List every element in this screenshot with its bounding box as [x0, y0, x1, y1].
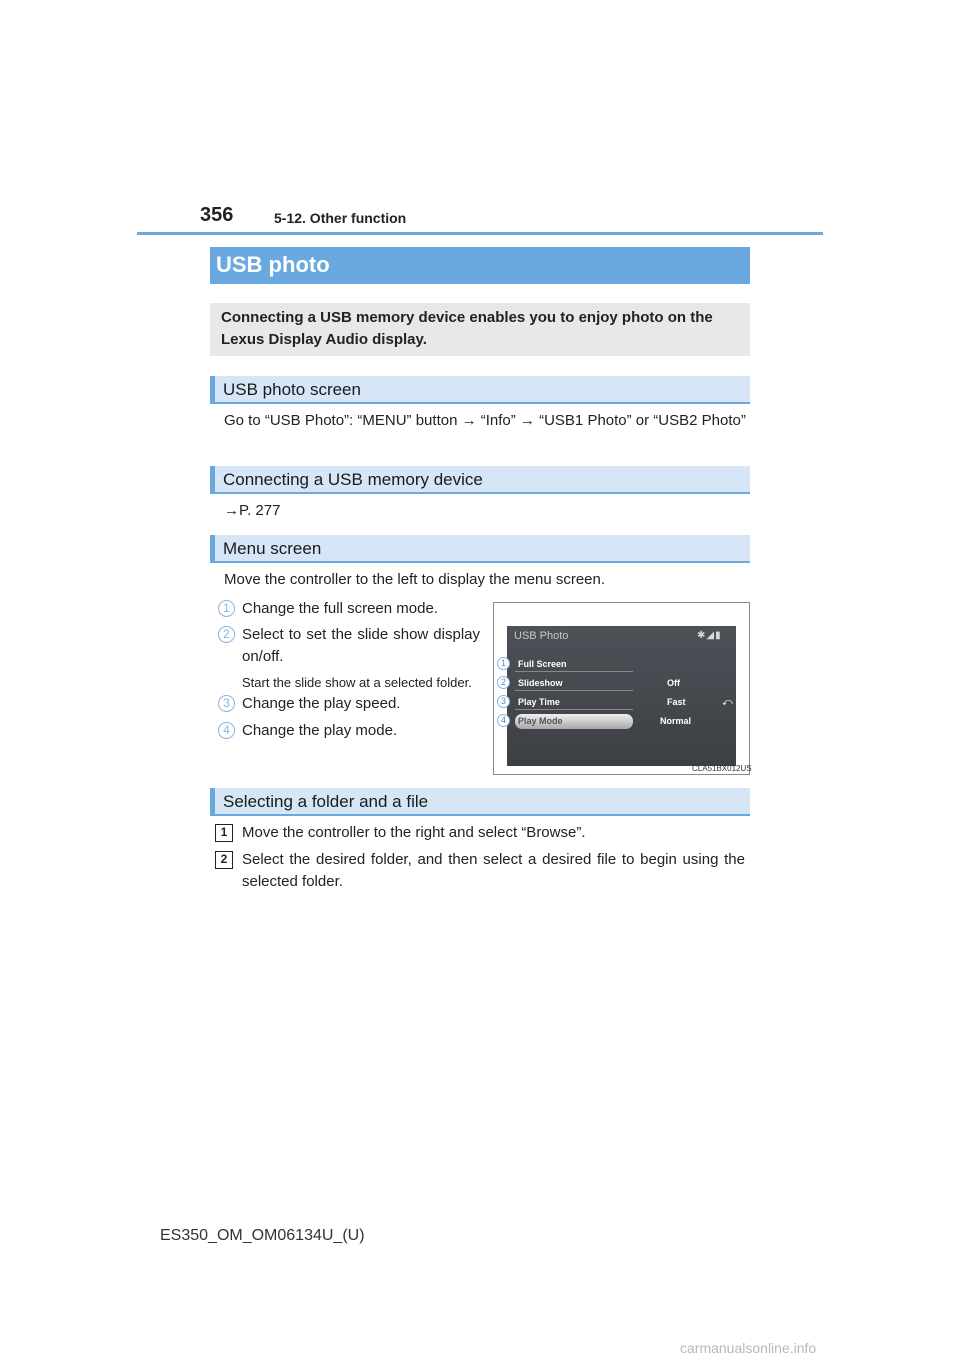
image-code: CLA51BX012US	[692, 764, 752, 773]
step-1-text: Move the controller to the right and select “Browse”.	[242, 824, 586, 841]
page-number: 356	[200, 204, 234, 226]
menu-value-play-mode: Normal	[660, 716, 692, 726]
menu-value-play-time: Fast	[667, 697, 686, 707]
step-1-badge: 1	[215, 824, 233, 842]
heading-usb-photo-screen	[210, 376, 750, 404]
menu-item-3-text: Change the play speed.	[242, 695, 401, 712]
header-rule	[137, 232, 823, 235]
menu-row-play-time: Play Time	[515, 695, 633, 710]
callout-1: 1	[218, 600, 235, 617]
heading-connecting	[210, 466, 750, 494]
page-title: USB photo	[216, 252, 330, 277]
page-reference-link[interactable]: →P. 277	[224, 502, 281, 519]
back-icon: ⤺	[722, 697, 733, 708]
heading-text: Menu screen	[223, 539, 322, 558]
menu-item-1-text: Change the full screen mode.	[242, 600, 438, 617]
section-reference: 5-12. Other function	[274, 210, 407, 226]
heading-text: USB photo screen	[223, 380, 361, 399]
menu-item-4-text: Change the play mode.	[242, 722, 398, 739]
footer-code: ES350_OM_OM06134U_(U)	[160, 1227, 365, 1244]
heading-selecting	[210, 788, 750, 816]
title-bar	[210, 247, 750, 284]
screen-title: USB Photo	[514, 630, 569, 642]
image-callout-3: 3	[497, 695, 510, 708]
callout-2: 2	[218, 626, 235, 643]
display-screen	[507, 626, 736, 766]
intro-text: Connecting a USB memory device enables you to enjoy photo on the Lexus Display Audio display.	[221, 309, 713, 348]
menu-screen-text: Move the controller to the left to display the menu screen.	[224, 571, 606, 588]
heading-text: Connecting a USB memory device	[223, 470, 483, 489]
step-2-text: Select the desired folder, and then select a desired file to begin using the selected folder.	[242, 851, 745, 890]
image-callout-4: 4	[497, 714, 510, 727]
heading-menu-screen	[210, 535, 750, 563]
menu-value-slideshow: Off	[667, 678, 680, 688]
image-callout-1: 1	[497, 657, 510, 670]
usb-photo-screen-text: Go to “USB Photo”: “MENU” button → “Info” → “USB1 Photo” or “USB2 Photo”	[224, 412, 746, 429]
intro-box	[210, 303, 750, 356]
menu-row-slideshow: Slideshow	[515, 676, 633, 691]
menu-item-2-text: Select to set the slide show display on/off.	[242, 626, 480, 665]
status-icons: ✱◢▮	[697, 630, 722, 641]
callout-3: 3	[218, 695, 235, 712]
menu-note: Start the slide show at a selected folder.	[242, 675, 472, 690]
menu-row-play-mode: Play Mode	[515, 714, 633, 729]
callout-4: 4	[218, 722, 235, 739]
screen-image	[493, 602, 750, 775]
heading-text: Selecting a folder and a file	[223, 792, 429, 811]
watermark: carmanualsonline.info	[680, 1340, 817, 1356]
menu-row-full-screen: Full Screen	[515, 657, 633, 672]
image-callout-2: 2	[497, 676, 510, 689]
step-2-badge: 2	[215, 851, 233, 869]
